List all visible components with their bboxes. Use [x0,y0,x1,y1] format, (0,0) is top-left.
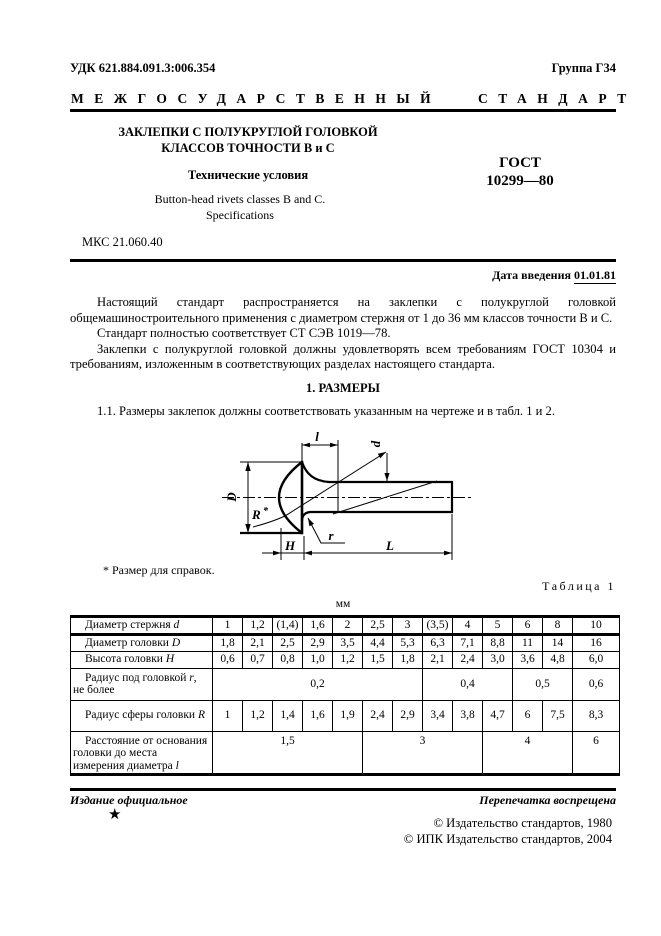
table-row-head-height [71,651,620,668]
table-row-under-head-radius [71,668,620,700]
introduction-date [70,268,616,283]
label-R-asterisk: * [263,506,268,517]
cell-H-4: 1,2 [333,651,363,668]
cell-d-1: 1,2 [243,617,273,635]
label-r: r [328,528,334,543]
cell-r-span-1: 0,4 [423,668,513,700]
cell-H-2: 0,8 [273,651,303,668]
date-label: Дата введения [492,268,571,282]
cell-H-7: 2,1 [423,651,453,668]
cell-R-5: 2,4 [363,700,393,731]
arrow-l-left [302,443,310,448]
cell-D-6: 5,3 [393,634,423,651]
cell-H-5: 1,5 [363,651,393,668]
cell-d-0: 1 [213,617,243,635]
arrow-l-right [330,443,338,448]
star-icon: ★ [108,807,122,823]
cell-R-1: 1,2 [243,700,273,731]
dimensions-table [70,615,620,776]
cell-d-12: 10 [573,617,620,635]
label-H: H [284,538,296,553]
cell-l-span-0: 1,5 [213,731,363,775]
arrow-r-tip [308,518,314,526]
title-line-2: КЛАССОВ ТОЧНОСТИ В и С [161,141,335,155]
arrow-H-left [273,551,281,556]
label-l: l [315,429,319,444]
cell-D-5: 4,4 [363,634,393,651]
cell-D-3: 2,9 [303,634,333,651]
row-label-d: Диаметр стержня d [71,617,213,635]
row-label-H: Высота головки H [71,651,213,668]
gost-label: ГОСТ [499,155,541,171]
cell-H-0: 0,6 [213,651,243,668]
cell-R-11: 7,5 [543,700,573,731]
document-title [70,124,426,156]
cell-d-6: 3 [393,617,423,635]
gost-number: 10299—80 [486,172,554,189]
clause-1-1: 1.1. Размеры заклепок должны соответствовать указанным на чертеже и в табл. 1 и 2. [97,404,555,418]
scope-text [70,295,616,373]
arrow-HL-mid [304,551,312,556]
document-subtitle: Технические условия [187,168,309,182]
title-english [70,191,410,223]
row-label-r: Радиус под головкой r, не более [71,668,213,700]
arrow-L-right [444,551,452,556]
cell-D-10: 11 [513,634,543,651]
arrow-d-bottom [384,473,389,481]
cell-H-6: 1,8 [393,651,423,668]
udk-code: УДК 621.884.091.3:006.354 [70,61,216,75]
heading-rule [70,109,616,112]
group-code: Группа Г34 [551,61,616,75]
standard-type-heading: МЕЖГОСУДАРСТВЕННЫЙ СТАНДАРТ [71,91,637,106]
cell-l-span-3: 6 [573,731,620,775]
label-d: d [368,440,383,448]
row-label-D: Диаметр головки D [71,634,213,651]
cell-R-3: 1,6 [303,700,333,731]
table-row-shank-diameter [71,617,620,635]
copyright-2004: © ИПК Издательство стандартов, 2004 [403,832,612,846]
row-label-R: Радиус сферы головки R [71,700,213,731]
cell-D-0: 1,8 [213,634,243,651]
cell-R-0: 1 [213,700,243,731]
date-value: 01.01.81 [574,268,616,282]
cell-R-10: 6 [513,700,543,731]
cell-d-7: (3,5) [423,617,453,635]
cell-r-span-0: 0,2 [213,668,423,700]
cell-D-1: 2,1 [243,634,273,651]
gost-designation [455,155,585,190]
cell-d-5: 2,5 [363,617,393,635]
cell-r-span-2: 0,5 [513,668,573,700]
table-row-sphere-radius [71,700,620,731]
cell-H-8: 2,4 [453,651,483,668]
cell-H-11: 4,8 [543,651,573,668]
cell-d-8: 4 [453,617,483,635]
table-row-head-diameter [71,634,620,651]
drawing-footnote: * Размер для справок. [103,563,215,577]
footer-rule [70,788,616,791]
table-row-measure-distance [71,731,620,775]
cell-D-4: 3,5 [333,634,363,651]
table-caption: Таблица 1 [542,579,616,593]
cell-R-4: 1,9 [333,700,363,731]
cell-R-6: 2,9 [393,700,423,731]
cell-R-7: 3,4 [423,700,453,731]
title-english-line-2: Specifications [206,208,274,222]
cell-d-3: 1,6 [303,617,333,635]
cell-H-12: 6,0 [573,651,620,668]
cell-R-12: 8,3 [573,700,620,731]
cell-d-10: 6 [513,617,543,635]
section-1-title: 1. РАЗМЕРЫ [306,381,380,395]
r-leader-line [308,518,345,543]
cell-D-12: 16 [573,634,620,651]
cell-l-span-1: 3 [363,731,483,775]
table-units: мм [335,598,351,610]
label-D: D [224,492,239,502]
copyright-1980: © Издательство стандартов, 1980 [433,816,612,830]
cell-D-9: 8,8 [483,634,513,651]
footer-notices [70,793,616,808]
paragraph-requirements: Заклепки с полукруглой головкой должны удовлетворять всем требованиям ГОСТ 10304 и требованиям, изложенным в соответствующих разделах настоящего стандарта. [70,341,616,372]
cell-H-1: 0,7 [243,651,273,668]
official-edition-note: Издание официальное [70,793,188,807]
arrow-diagonal-tip [378,452,386,458]
arrow-D-top [245,462,250,471]
label-R: R [252,507,261,522]
cell-d-11: 8 [543,617,573,635]
cell-R-8: 3,8 [453,700,483,731]
label-L: L [386,538,394,553]
cell-r-span-3: 0,6 [573,668,620,700]
measure-diagonal-1 [253,452,386,527]
cell-D-11: 14 [543,634,573,651]
cell-H-3: 1,0 [303,651,333,668]
mks-code: МКС 21.060.40 [82,235,163,249]
paragraph-scope: Настоящий стандарт распространяется на заклепки с полукруглой головкой общемашиностроительного применения с диаметром стержня от 1 до 36 мм классов точности В и С. [70,295,616,325]
row-label-l: Расстояние от основания головки до места измерения диаметра l [71,731,213,775]
paragraph-sev: Стандарт полностью соответствует СТ СЭВ 1019—78. [97,326,391,341]
arrow-D-bottom [245,524,250,533]
rivet-drawing [205,424,485,566]
title-english-line-1: Button-head rivets classes B and C. [154,192,326,206]
section-rule [70,259,616,262]
cell-H-10: 3,6 [513,651,543,668]
cell-d-9: 5 [483,617,513,635]
cell-D-2: 2,5 [273,634,303,651]
cell-D-8: 7,1 [453,634,483,651]
cell-R-9: 4,7 [483,700,513,731]
cell-H-9: 3,0 [483,651,513,668]
cell-R-2: 1,4 [273,700,303,731]
cell-d-4: 2 [333,617,363,635]
cell-D-7: 6,3 [423,634,453,651]
title-line-1: ЗАКЛЕПКИ С ПОЛУКРУГЛОЙ ГОЛОВКОЙ [118,125,378,139]
reprint-prohibited-note: Перепечатка воспрещена [479,793,616,807]
cell-d-2: (1,4) [273,617,303,635]
cell-l-span-2: 4 [483,731,573,775]
classification-row [70,61,616,76]
